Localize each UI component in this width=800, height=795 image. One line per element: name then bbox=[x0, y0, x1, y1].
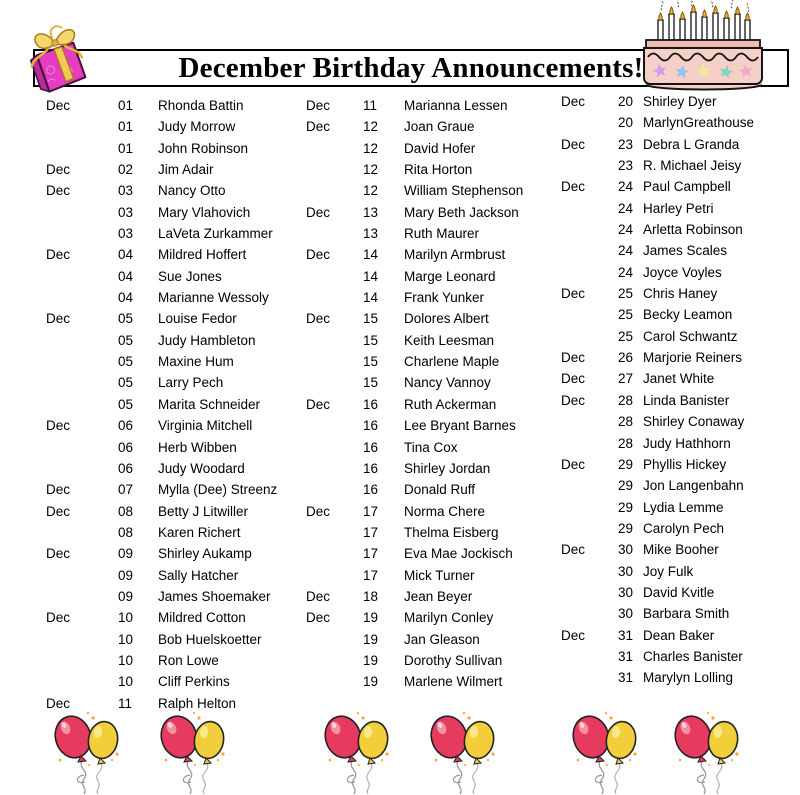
balloons-icon bbox=[566, 709, 644, 795]
name-cell: Janet White bbox=[643, 371, 715, 387]
name-cell: Shirley Aukamp bbox=[158, 546, 252, 562]
birthday-row bbox=[306, 479, 558, 500]
birthday-row bbox=[46, 266, 304, 287]
name-cell: Virginia Mitchell bbox=[158, 418, 253, 434]
birthday-row bbox=[306, 415, 558, 436]
name-cell: Cliff Perkins bbox=[158, 674, 230, 690]
day-cell: 14 bbox=[363, 247, 379, 263]
birthday-row bbox=[46, 543, 304, 564]
name-cell: Mick Turner bbox=[404, 567, 475, 583]
day-cell: 16 bbox=[363, 460, 379, 476]
day-cell: 04 bbox=[118, 268, 134, 284]
birthday-row bbox=[306, 180, 558, 201]
day-cell: 26 bbox=[618, 350, 634, 366]
birthday-row bbox=[561, 155, 796, 176]
name-cell: Judy Morrow bbox=[158, 119, 236, 135]
day-cell: 28 bbox=[618, 392, 634, 408]
birthday-row bbox=[46, 501, 304, 522]
day-cell: 19 bbox=[363, 674, 379, 690]
day-cell: 17 bbox=[363, 567, 379, 583]
birthday-row bbox=[46, 351, 304, 372]
name-cell: Jon Langenbahn bbox=[643, 478, 744, 494]
day-cell: 09 bbox=[118, 588, 134, 604]
birthday-row bbox=[561, 326, 796, 347]
day-cell: 09 bbox=[118, 567, 134, 583]
birthday-row bbox=[46, 180, 304, 201]
birthday-row bbox=[306, 202, 558, 223]
name-cell: Ruth Maurer bbox=[404, 226, 480, 242]
name-cell: Paul Campbell bbox=[643, 179, 731, 195]
name-cell: James Scales bbox=[643, 243, 728, 259]
name-cell: Mylla (Dee) Streenz bbox=[158, 482, 278, 498]
month-cell: Dec bbox=[306, 588, 331, 604]
birthday-row bbox=[561, 390, 796, 411]
birthday-row bbox=[306, 522, 558, 543]
day-cell: 31 bbox=[618, 648, 634, 664]
birthday-row bbox=[306, 565, 558, 586]
name-cell: Thelma Eisberg bbox=[404, 524, 499, 540]
name-cell: Rhonda Battin bbox=[158, 98, 244, 113]
name-cell: Eva Mae Jockisch bbox=[404, 546, 513, 562]
birthday-row bbox=[46, 629, 304, 650]
birthday-row bbox=[306, 159, 558, 180]
day-cell: 13 bbox=[363, 204, 379, 220]
day-cell: 31 bbox=[618, 670, 634, 686]
day-cell: 18 bbox=[363, 588, 379, 604]
birthday-row bbox=[561, 625, 796, 646]
birthday-row bbox=[561, 240, 796, 261]
name-cell: David Hofer bbox=[404, 140, 476, 156]
birthday-row bbox=[46, 607, 304, 628]
birthday-row bbox=[561, 134, 796, 155]
birthday-row bbox=[561, 475, 796, 496]
name-cell: Judy Hambleton bbox=[158, 332, 256, 348]
day-cell: 01 bbox=[118, 140, 134, 156]
month-cell: Dec bbox=[46, 610, 71, 626]
month-cell: Dec bbox=[46, 311, 71, 327]
name-cell: Mildred Hoffert bbox=[158, 247, 247, 263]
birthday-row bbox=[561, 603, 796, 624]
day-cell: 10 bbox=[118, 652, 134, 668]
birthday-row bbox=[46, 671, 304, 692]
name-cell: Marylyn Lolling bbox=[643, 670, 734, 686]
day-cell: 09 bbox=[118, 546, 134, 562]
name-cell: Barbara Smith bbox=[643, 606, 730, 622]
day-cell: 27 bbox=[618, 371, 634, 387]
birthday-row bbox=[46, 415, 304, 436]
month-cell: Dec bbox=[561, 627, 586, 643]
day-cell: 24 bbox=[618, 222, 634, 238]
day-cell: 20 bbox=[618, 115, 634, 131]
day-cell: 24 bbox=[618, 200, 634, 216]
balloons-icon bbox=[318, 709, 396, 795]
birthday-row bbox=[561, 198, 796, 219]
day-cell: 15 bbox=[363, 311, 379, 327]
name-cell: Mary Vlahovich bbox=[158, 204, 251, 220]
day-cell: 08 bbox=[118, 503, 134, 519]
name-cell: Arletta Robinson bbox=[643, 222, 743, 238]
day-cell: 17 bbox=[363, 503, 379, 519]
month-cell: Dec bbox=[561, 542, 586, 558]
day-cell: 12 bbox=[363, 162, 379, 178]
month-cell: Dec bbox=[46, 98, 71, 113]
name-cell: Bob Huelskoetter bbox=[158, 631, 262, 647]
name-cell: Dean Baker bbox=[643, 627, 715, 643]
birthday-row bbox=[561, 219, 796, 240]
birthday-cake-icon bbox=[630, 0, 790, 96]
birthday-row bbox=[306, 116, 558, 137]
balloons-icon bbox=[424, 709, 502, 795]
name-cell: Ron Lowe bbox=[158, 652, 219, 668]
name-cell: Judy Woodard bbox=[158, 460, 245, 476]
month-cell: Dec bbox=[561, 350, 586, 366]
day-cell: 05 bbox=[118, 354, 134, 370]
day-cell: 12 bbox=[363, 119, 379, 135]
name-cell: Marianna Lessen bbox=[404, 98, 508, 113]
birthday-row bbox=[561, 347, 796, 368]
day-cell: 17 bbox=[363, 524, 379, 540]
day-cell: 10 bbox=[118, 610, 134, 626]
day-cell: 24 bbox=[618, 179, 634, 195]
birthday-row bbox=[561, 112, 796, 133]
day-cell: 28 bbox=[618, 435, 634, 451]
birthday-row bbox=[561, 454, 796, 475]
day-cell: 10 bbox=[118, 674, 134, 690]
birthday-row bbox=[46, 138, 304, 159]
name-cell: Becky Leamon bbox=[643, 307, 733, 323]
month-cell: Dec bbox=[46, 418, 71, 434]
day-cell: 31 bbox=[618, 627, 634, 643]
month-cell: Dec bbox=[306, 204, 331, 220]
name-cell: LaVeta Zurkammer bbox=[158, 226, 273, 242]
name-cell: Joan Graue bbox=[404, 119, 475, 135]
birthday-row bbox=[46, 330, 304, 351]
name-cell: Marjorie Reiners bbox=[643, 350, 743, 366]
birthday-row bbox=[306, 308, 558, 329]
day-cell: 04 bbox=[118, 290, 134, 306]
birthday-row bbox=[46, 95, 304, 116]
name-cell: Dorothy Sullivan bbox=[404, 652, 503, 668]
month-cell: Dec bbox=[46, 183, 71, 199]
day-cell: 10 bbox=[118, 631, 134, 647]
page-title: December Birthday Announcements! bbox=[178, 52, 644, 84]
birthday-row bbox=[46, 479, 304, 500]
balloons-icon bbox=[668, 709, 746, 795]
day-cell: 05 bbox=[118, 396, 134, 412]
month-cell: Dec bbox=[561, 456, 586, 472]
name-cell: James Shoemaker bbox=[158, 588, 271, 604]
day-cell: 05 bbox=[118, 311, 134, 327]
month-cell: Dec bbox=[306, 311, 331, 327]
day-cell: 16 bbox=[363, 439, 379, 455]
name-cell: Jean Beyer bbox=[404, 588, 473, 604]
day-cell: 05 bbox=[118, 332, 134, 348]
month-cell: Dec bbox=[561, 179, 586, 195]
day-cell: 12 bbox=[363, 183, 379, 199]
day-cell: 19 bbox=[363, 610, 379, 626]
birthday-row bbox=[306, 437, 558, 458]
day-cell: 14 bbox=[363, 268, 379, 284]
birthday-row bbox=[46, 522, 304, 543]
birthday-row bbox=[561, 411, 796, 432]
name-cell: William Stephenson bbox=[404, 183, 524, 199]
birthday-row bbox=[306, 223, 558, 244]
name-cell: Judy Hathhorn bbox=[643, 435, 731, 451]
day-cell: 20 bbox=[618, 94, 634, 109]
balloons-icon bbox=[48, 709, 126, 795]
name-cell: Marge Leonard bbox=[404, 268, 496, 284]
day-cell: 29 bbox=[618, 456, 634, 472]
birthday-row bbox=[46, 223, 304, 244]
birthday-row bbox=[306, 394, 558, 415]
month-cell: Dec bbox=[46, 247, 71, 263]
day-cell: 06 bbox=[118, 418, 134, 434]
day-cell: 06 bbox=[118, 439, 134, 455]
month-cell: Dec bbox=[561, 286, 586, 302]
day-cell: 07 bbox=[118, 482, 134, 498]
birthday-row bbox=[46, 287, 304, 308]
day-cell: 11 bbox=[118, 695, 133, 711]
birthday-row bbox=[46, 565, 304, 586]
name-cell: Marlene Wilmert bbox=[404, 674, 503, 690]
birthday-row bbox=[561, 539, 796, 560]
birthday-column-2 bbox=[306, 95, 558, 693]
month-cell: Dec bbox=[306, 247, 331, 263]
day-cell: 12 bbox=[363, 140, 379, 156]
birthday-row bbox=[561, 497, 796, 518]
name-cell: Marita Schneider bbox=[158, 396, 261, 412]
name-cell: Sally Hatcher bbox=[158, 567, 239, 583]
month-cell: Dec bbox=[46, 482, 71, 498]
month-cell: Dec bbox=[306, 610, 331, 626]
month-cell: Dec bbox=[561, 136, 586, 152]
birthday-row bbox=[306, 372, 558, 393]
name-cell: Phyllis Hickey bbox=[643, 456, 727, 472]
name-cell: Shirley Dyer bbox=[643, 94, 717, 109]
name-cell: Rita Horton bbox=[404, 162, 473, 178]
name-cell: Sue Jones bbox=[158, 268, 222, 284]
birthday-row bbox=[46, 650, 304, 671]
birthday-row bbox=[561, 667, 796, 688]
day-cell: 04 bbox=[118, 247, 134, 263]
month-cell: Dec bbox=[306, 503, 331, 519]
birthday-row bbox=[306, 543, 558, 564]
name-cell: Shirley Jordan bbox=[404, 460, 491, 476]
name-cell: Nancy Otto bbox=[158, 183, 226, 199]
birthday-row bbox=[46, 159, 304, 180]
name-cell: Larry Pech bbox=[158, 375, 224, 391]
day-cell: 30 bbox=[618, 606, 634, 622]
name-cell: Joy Fulk bbox=[643, 563, 694, 579]
name-cell: Karen Richert bbox=[158, 524, 241, 540]
day-cell: 06 bbox=[118, 460, 134, 476]
birthday-row bbox=[46, 586, 304, 607]
birthday-row bbox=[561, 368, 796, 389]
birthday-row bbox=[306, 458, 558, 479]
day-cell: 02 bbox=[118, 162, 134, 178]
day-cell: 03 bbox=[118, 226, 134, 242]
month-cell: Dec bbox=[46, 162, 71, 178]
day-cell: 08 bbox=[118, 524, 134, 540]
day-cell: 05 bbox=[118, 375, 134, 391]
name-cell: Mary Beth Jackson bbox=[404, 204, 519, 220]
day-cell: 11 bbox=[363, 98, 378, 113]
birthday-row bbox=[561, 646, 796, 667]
name-cell: Joyce Voyles bbox=[643, 264, 722, 280]
day-cell: 15 bbox=[363, 332, 379, 348]
birthday-row bbox=[306, 671, 558, 692]
birthday-row bbox=[306, 244, 558, 265]
name-cell: Lee Bryant Barnes bbox=[404, 418, 516, 434]
day-cell: 16 bbox=[363, 418, 379, 434]
birthday-row bbox=[46, 244, 304, 265]
name-cell: Charles Banister bbox=[643, 648, 743, 664]
birthday-row bbox=[306, 95, 558, 116]
birthday-row bbox=[46, 437, 304, 458]
name-cell: Donald Ruff bbox=[404, 482, 476, 498]
birthday-row bbox=[561, 262, 796, 283]
name-cell: John Robinson bbox=[158, 140, 249, 156]
month-cell: Dec bbox=[561, 371, 586, 387]
birthday-row bbox=[561, 304, 796, 325]
birthday-row bbox=[306, 351, 558, 372]
birthday-row bbox=[306, 650, 558, 671]
birthday-row bbox=[306, 330, 558, 351]
day-cell: 25 bbox=[618, 328, 634, 344]
day-cell: 30 bbox=[618, 542, 634, 558]
day-cell: 15 bbox=[363, 354, 379, 370]
name-cell: Tina Cox bbox=[404, 439, 458, 455]
birthday-row bbox=[561, 283, 796, 304]
month-cell: Dec bbox=[306, 98, 331, 113]
name-cell: Marilyn Conley bbox=[404, 610, 494, 626]
birthday-row bbox=[46, 394, 304, 415]
name-cell: Carol Schwantz bbox=[643, 328, 738, 344]
name-cell: Debra L Granda bbox=[643, 136, 740, 152]
day-cell: 17 bbox=[363, 546, 379, 562]
name-cell: Jim Adair bbox=[158, 162, 214, 178]
month-cell: Dec bbox=[46, 546, 71, 562]
day-cell: 24 bbox=[618, 264, 634, 280]
birthday-row bbox=[46, 202, 304, 223]
name-cell: Frank Yunker bbox=[404, 290, 485, 306]
name-cell: Lydia Lemme bbox=[643, 499, 724, 515]
name-cell: MarlynGreathouse bbox=[643, 115, 755, 131]
day-cell: 30 bbox=[618, 563, 634, 579]
day-cell: 23 bbox=[618, 136, 634, 152]
day-cell: 01 bbox=[118, 119, 134, 135]
name-cell: Ruth Ackerman bbox=[404, 396, 497, 412]
name-cell: Ralph Helton bbox=[158, 695, 237, 711]
month-cell: Dec bbox=[306, 119, 331, 135]
name-cell: Maxine Hum bbox=[158, 354, 234, 370]
day-cell: 13 bbox=[363, 226, 379, 242]
birthday-row bbox=[306, 629, 558, 650]
day-cell: 29 bbox=[618, 499, 634, 515]
name-cell: Shirley Conaway bbox=[643, 414, 745, 430]
birthday-row bbox=[306, 501, 558, 522]
name-cell: Norma Chere bbox=[404, 503, 486, 519]
birthday-column-1 bbox=[46, 95, 304, 714]
day-cell: 19 bbox=[363, 631, 379, 647]
birthday-row bbox=[561, 561, 796, 582]
birthday-row bbox=[46, 372, 304, 393]
month-cell: Dec bbox=[46, 503, 71, 519]
name-cell: Jan Gleason bbox=[404, 631, 480, 647]
name-cell: Carolyn Pech bbox=[643, 520, 725, 536]
birthday-row bbox=[46, 116, 304, 137]
day-cell: 16 bbox=[363, 482, 379, 498]
day-cell: 15 bbox=[363, 375, 379, 391]
day-cell: 03 bbox=[118, 183, 134, 199]
birthday-row bbox=[306, 586, 558, 607]
name-cell: R. Michael Jeisy bbox=[643, 158, 742, 174]
day-cell: 14 bbox=[363, 290, 379, 306]
birthday-row bbox=[306, 266, 558, 287]
name-cell: Marianne Wessoly bbox=[158, 290, 269, 306]
birthday-row bbox=[46, 458, 304, 479]
day-cell: 29 bbox=[618, 478, 634, 494]
day-cell: 29 bbox=[618, 520, 634, 536]
birthday-row bbox=[561, 582, 796, 603]
birthday-row bbox=[561, 433, 796, 454]
day-cell: 25 bbox=[618, 307, 634, 323]
day-cell: 16 bbox=[363, 396, 379, 412]
birthday-row bbox=[306, 607, 558, 628]
month-cell: Dec bbox=[561, 94, 586, 109]
day-cell: 19 bbox=[363, 652, 379, 668]
name-cell: David Kvitle bbox=[643, 584, 715, 600]
name-cell: Harley Petri bbox=[643, 200, 714, 216]
birthday-row bbox=[306, 138, 558, 159]
birthday-row bbox=[306, 287, 558, 308]
month-cell: Dec bbox=[46, 695, 71, 711]
name-cell: Keith Leesman bbox=[404, 332, 495, 348]
day-cell: 25 bbox=[618, 286, 634, 302]
name-cell: Marilyn Armbrust bbox=[404, 247, 506, 263]
name-cell: Nancy Vannoy bbox=[404, 375, 491, 391]
name-cell: Dolores Albert bbox=[404, 311, 489, 327]
day-cell: 03 bbox=[118, 204, 134, 220]
name-cell: Herb Wibben bbox=[158, 439, 237, 455]
balloons-icon bbox=[154, 709, 232, 795]
birthday-row bbox=[561, 518, 796, 539]
name-cell: Mike Booher bbox=[643, 542, 719, 558]
birthday-row bbox=[561, 176, 796, 197]
day-cell: 23 bbox=[618, 158, 634, 174]
birthday-row bbox=[46, 308, 304, 329]
name-cell: Betty J Litwiller bbox=[158, 503, 249, 519]
day-cell: 24 bbox=[618, 243, 634, 259]
name-cell: Mildred Cotton bbox=[158, 610, 246, 626]
name-cell: Louise Fedor bbox=[158, 311, 237, 327]
name-cell: Chris Haney bbox=[643, 286, 718, 302]
day-cell: 01 bbox=[118, 98, 134, 113]
month-cell: Dec bbox=[306, 396, 331, 412]
day-cell: 28 bbox=[618, 414, 634, 430]
name-cell: Charlene Maple bbox=[404, 354, 500, 370]
birthday-column-3 bbox=[561, 91, 796, 689]
day-cell: 30 bbox=[618, 584, 634, 600]
name-cell: Linda Banister bbox=[643, 392, 730, 408]
gift-icon bbox=[16, 12, 96, 96]
month-cell: Dec bbox=[561, 392, 586, 408]
